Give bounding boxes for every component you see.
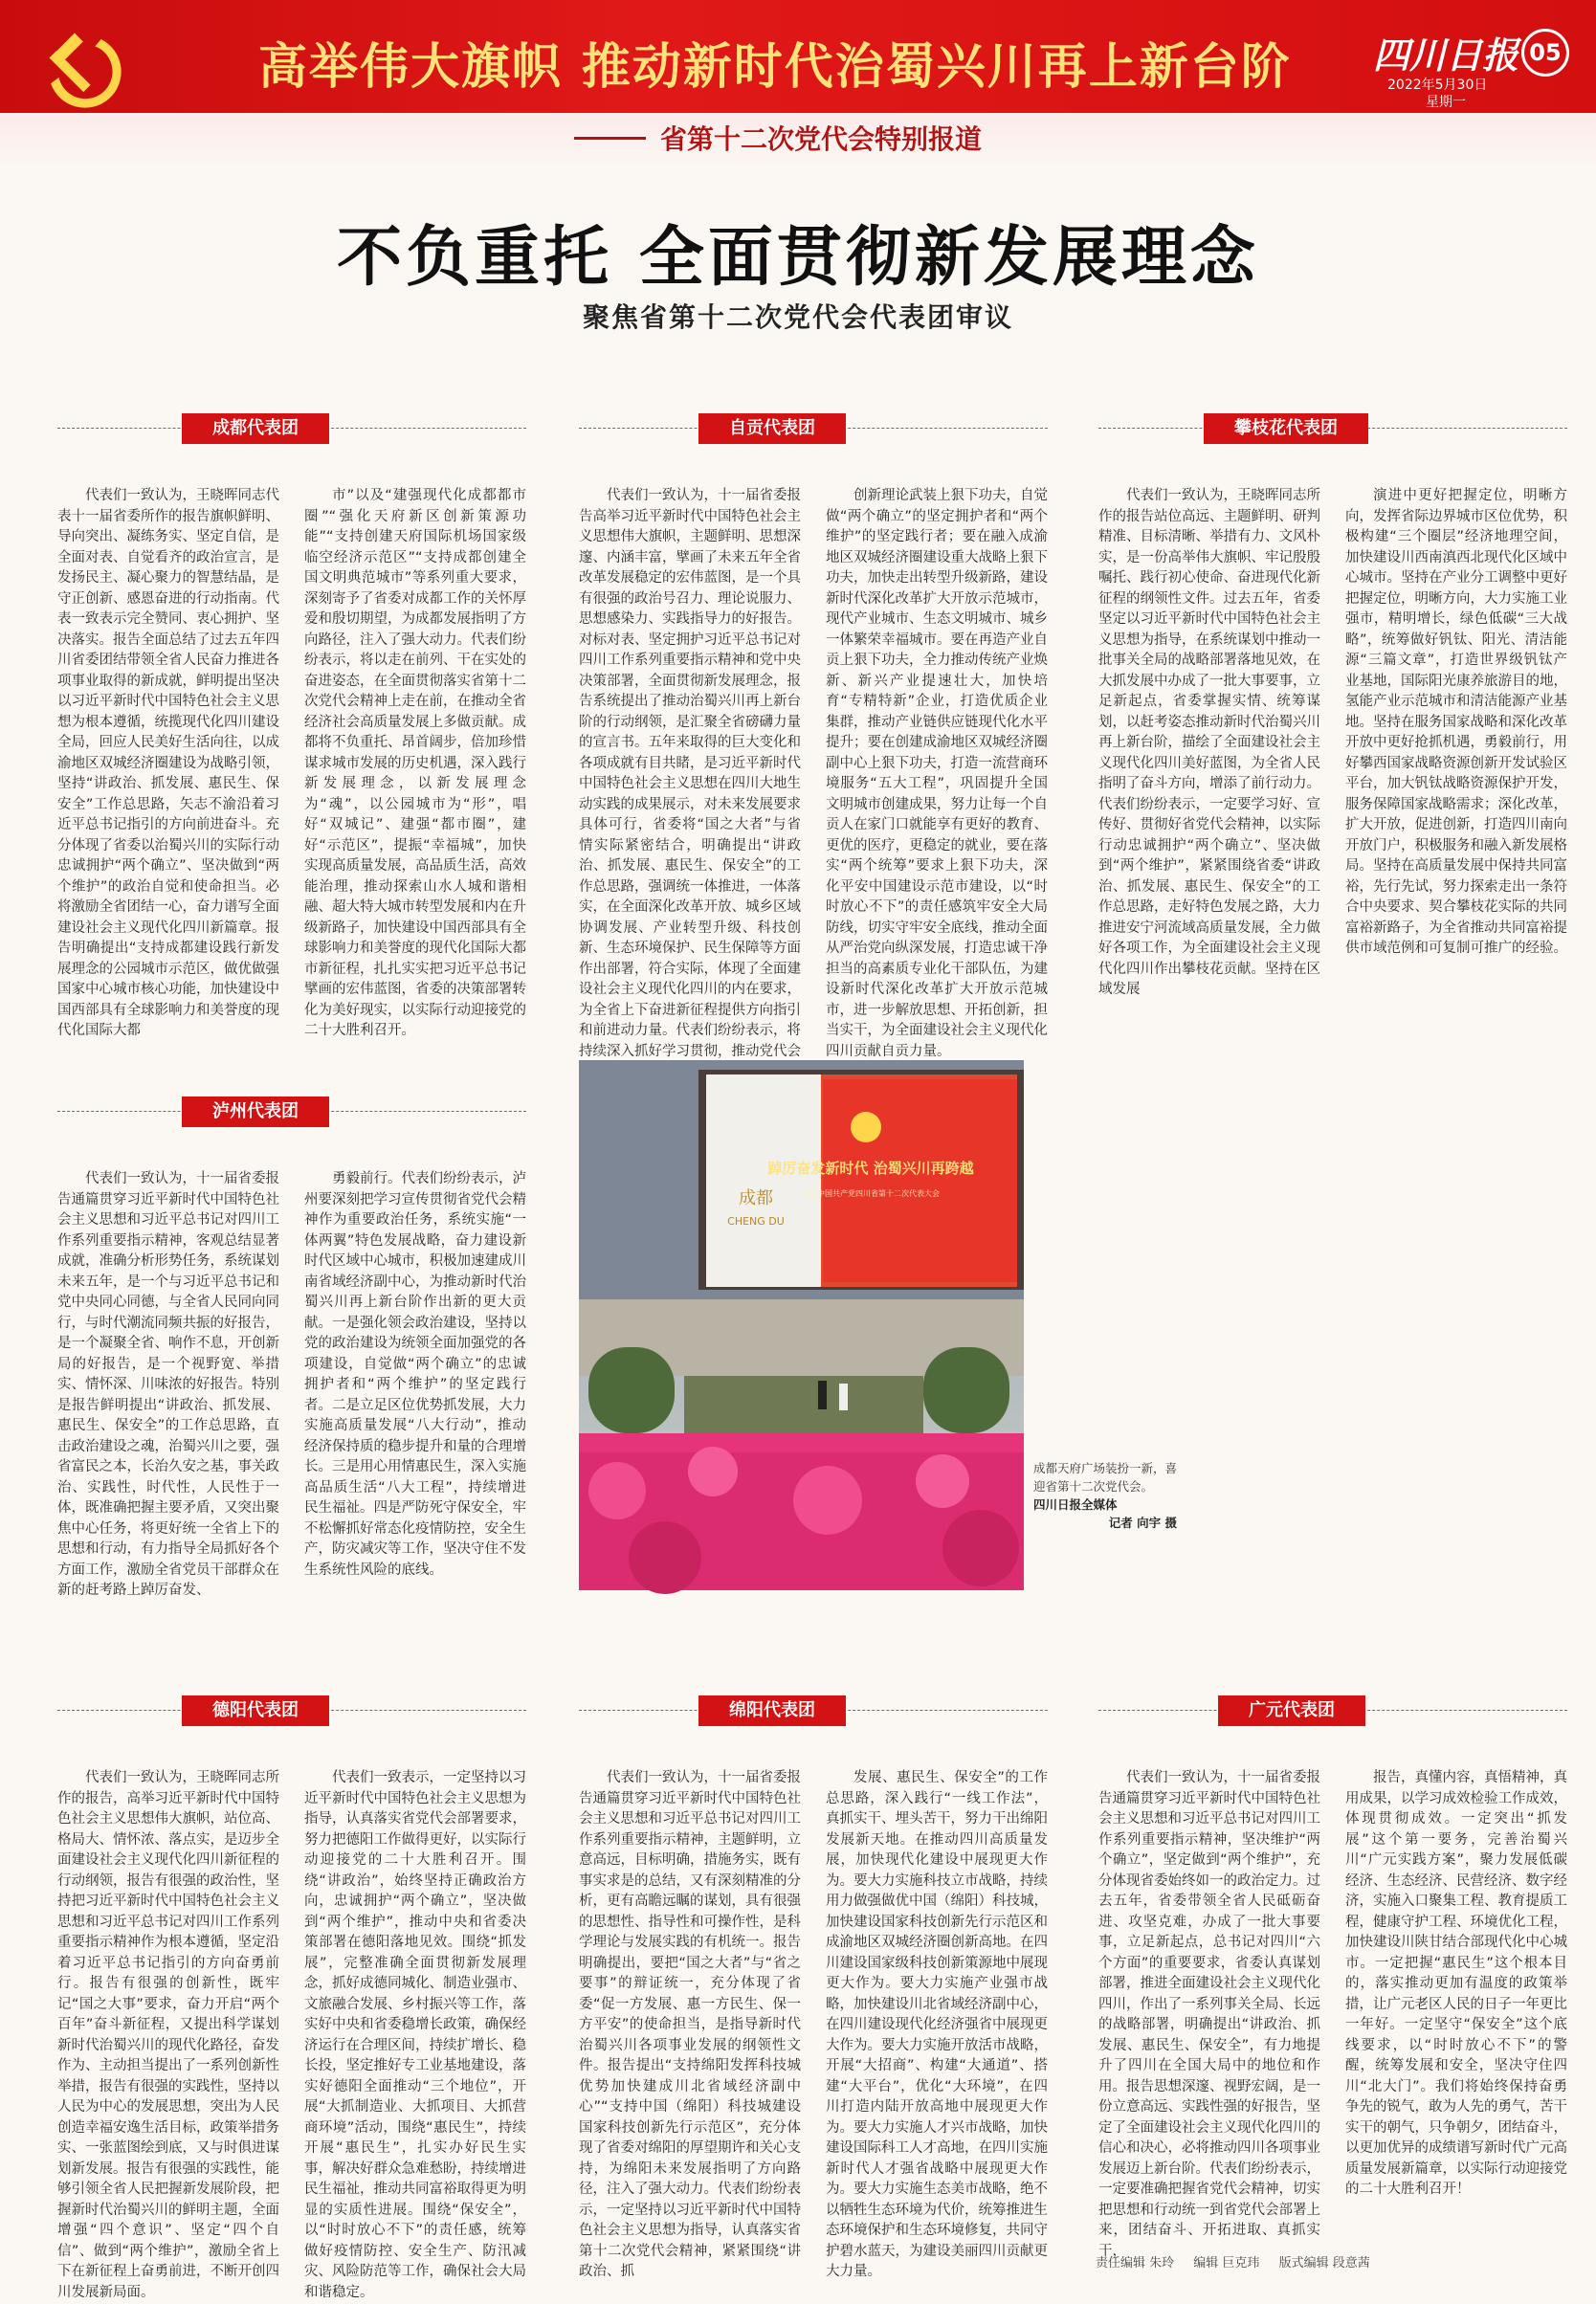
- chengdu-column-1: [57, 486, 279, 1038]
- paragraph: 报告，真懂内容，真悟精神，真用成果，以学习成效检验工作成效，体现贯彻成效。一定突出“抓发展”这个第一要务，完善治蜀兴川“广元实践方案”，聚力发展低碳经济、生态经济、民营经济、数字经济，实施入口聚集工程、教育提质工程，健康守护工程、环境优化工程，加快建设川陕甘结合部现代化中心城市。一定把握“惠民生”这个根本目的，落实推动更加有温度的政策举措，让广元老区人民的日子一年更比一年好。一定坚守“保安全”这个底线要求，以“时时放心不下”的警醒，统筹发展和安全，坚决守住四川“北大门”。我们将始终保持奋勇争先的锐气，敢为人先的勇气，苦干实干的朝气，只争朝夕，团结奋斗，以更加优异的成绩谱写新时代广元高质量发展新篇章，以实际行动迎接党的二十大胜利召开！: [1345, 1770, 1567, 2197]
- section-label: 广元代表团: [1218, 1695, 1365, 1726]
- responsible-editor: 责任编辑 朱玲: [1096, 2256, 1175, 2271]
- screen-subtitle: 喜迎中国共产党四川省第十二次代表大会: [802, 1189, 940, 1198]
- paragraph: 创新理论武装上狠下功夫，自觉做“两个确立”的坚定拥护者和“两个维护”的坚定践行者；要在融入成渝地区双城经济圈建设重大战略上狠下功夫，加快走出转型升级新路，建设新时代深化改革扩大开放示范城市，现代产业城市、生态文明城市、城乡一体繁荣幸福城市。要在再造产业自贡上狠下功夫，全力推动传统产业焕新、新兴产业提速壮大，加快培育“专精特新”企业，打造优质企业集群，推动产业链供应链现代化水平提升；要在创建成渝地区双城经济圈副中心上狠下功夫，打造一流营商环境服务“五大工程”，巩固提升全国文明城市创建成果，努力让每一个自贡人在家门口就能享有更好的教育、更优的医疗，更稳定的就业，要在落实“两个统筹”要求上狠下功夫，深化平安中国建设示范市建设，以“时时放心不下”的责任感筑牢安全大局防线，切实守牢安全底线，推动全面从严治党向纵深发展，打造忠诚干净担当的高素质专业化干部队伍，为建设新时代深化改革扩大开放示范城市，进一步解放思想、开拓创新，担当实干，为全面建设社会主义现代化四川贡献自贡力量。: [826, 488, 1048, 1059]
- date-text: 2022年5月30日: [1387, 78, 1488, 93]
- section-chengdu: [57, 413, 526, 1038]
- section-header: [57, 1695, 526, 1726]
- screen-brand-cn: 成都: [739, 1188, 773, 1208]
- guangyuan-column-2: [1345, 1768, 1567, 2242]
- screen-slogan: 踔厉奋发新时代 治蜀兴川再跨越: [767, 1160, 974, 1177]
- paragraph: 代表们一致认为，十一届省委报告高举习近平新时代中国特色社会主义思想伟大旗帜，主题鲜明、思想深邃、内涵丰富，擘画了未来五年全省改革发展稳定的宏伟蓝图，是一个具有很强的政治号召力、理论说服力、思想感染力、实践指导力的好报告。对标对表、坚定拥护习近平总书记对四川工作系列重要指示精神和党中央决策部署，全面贯彻新发展理念，报告系统提出了推动治蜀兴川再上新台阶的行动纲领，是汇聚全省磅礴力量的宣言书。五年来取得的巨大变化和各项成就有目共睹，是习近平新时代中国特色社会主义思想在四川大地生动实践的成果展示，对未来发展要求具体可行，省委将“国之大者”与省情实际紧密结合，明确提出“讲政治、抓发展、惠民生、保安全”的工作总思路，强调统一体推进，一体落实，在全面深化改革开放、城乡区域协调发展、产业转型升级、科技创新、生态环境保护、民生保障等方面作出部署，符合实际，体现了全面建设社会主义现代化四川的内在要求，为全省上下奋进新征程提供方向指引和前进动力量。代表们纷纷表示，将持续深入抓好学习贯彻，推动党代会: [579, 488, 801, 1059]
- caption-text: 成都天府广场装扮一新，喜迎省第十二次党代会。: [1033, 1461, 1178, 1494]
- paragraph: 代表们一致表示，一定坚持以习近平新时代中国特色社会主义思想为指导，认真落实省党代会部署要求，努力把德阳工作做得更好，以实际行动迎接党的二十大胜利召开。围绕“讲政治”，始终坚持正确政治方向，忠诚拥护“两个确立”，坚决做到“两个维护”，推动中央和省委决策部署在德阳落地见效。围绕“抓发展”，完整准确全面贯彻新发展理念，抓好成德同城化、制造业强市、文旅融合发展、乡村振兴等工作，落实好中央和省委稳增长政策，确保经济运行在合理区间，持续扩增长、稳长投，坚定推好专工业基地建设，落实好德阳全面推动“三个地位”，开展“大抓制造业、大抓项目、大抓营商环境”活动，围绕“惠民生”，持续开展“惠民生”，扎实办好民生实事，解决好群众急难愁盼，持续增进民生福祉，推动共同富裕取得更为明显的实质性进展。围绕“保安全”，以“时时放心不下”的责任感，统筹做好疫情防控、安全生产、防汛减灾、风险防范等工作，确保社会大局和谐稳定。: [304, 1770, 526, 2300]
- photo-caption: [1033, 1459, 1177, 1532]
- caption-credit-org: 四川日报全媒体: [1033, 1497, 1118, 1512]
- deyang-column-2: [304, 1768, 526, 2300]
- section-deyang: [57, 1695, 526, 2300]
- subhead-dash: [574, 137, 646, 140]
- section-header: [579, 1695, 1048, 1726]
- weekday-text: 星期一: [1426, 95, 1466, 110]
- tianfu-square-photo: [579, 1060, 1024, 1590]
- caption-credit-name: 记者 向宇 摄: [1108, 1516, 1177, 1530]
- section-header: [1098, 413, 1567, 444]
- photo-illustration: [579, 1060, 1024, 1590]
- zigong-column-1: [579, 486, 801, 1059]
- section-label: 德阳代表团: [182, 1695, 329, 1726]
- panzhihua-column-2: [1345, 486, 1567, 956]
- section-header: [579, 413, 1048, 444]
- paragraph: 演进中更好把握定位，明晰方向，发挥省际边界城市区位优势，积极构建“三个圈层”经济地理空间，加快建设川西南滇西北现代化区域中心城市。坚持在产业分工调整中更好把握定位，明晰方向，大力实施工业强市，精明增长，绿色低碳“三大战略”，统筹做好钒钛、阳光、清洁能源“三篇文章”，打造世界级钒钛产业基地，国际阳光康养旅游目的地，氢能产业示范城市和清洁能源产业基地。坚持在服务国家战略和深化改革开放中更好抢抓机遇，勇毅前行，用好攀西国家战略资源创新开发试验区平台，加大钒钛战略资源保护开发，服务保障国家战略需求；深化改革，扩大开放，促进创新，打造四川南向开放门户，积极服务和融入新发展格局。坚持在高质量发展中保持共同富裕，先行先试，努力探索走出一条符合中央要求、契合攀枝花实际的共同富裕新路子，为全省推动共同富裕提供市域范例和可复制可推广的经验。: [1345, 488, 1567, 956]
- mianyang-column-1: [579, 1768, 801, 2279]
- chengdu-column-2: [304, 486, 526, 1038]
- section-mianyang: [579, 1695, 1048, 2279]
- zigong-column-2: [826, 486, 1048, 1059]
- paragraph: 代表们一致认为，十一届省委报告通篇贯穿习近平新时代中国特色社会主义思想和习近平总书记对四川工作系列重要指示精神，客观总结显著成就，准确分析形势任务，系统谋划未来五年，是一个与习近平总书记和党中央同心同德，与全省人民同向同行，与时代潮流同频共振的好报告，是一个凝聚全省、响作不息，开创新局的好报告，是一个视野宽、举措实、情怀深、川味浓的好报告。特别是报告鲜明提出“讲政治、抓发展、惠民生、保安全”的工作总思路，直击政治建设之魂，治蜀兴川之要，强省富民之本，长治久安之基，事关政治、实践性，时代性，人民性于一体，既准确把握主要矛盾，又突出聚焦中心任务，将更好统一全省上下的思想和行动，有力指导全局抓好各个方面工作，激励全省党员干部群众在新的赶考路上踔厉奋发、: [57, 1171, 279, 1598]
- luzhou-column-2: [304, 1169, 526, 1619]
- layout-editor: 版式编辑 段意茜: [1278, 2256, 1370, 2271]
- section-header: [57, 1097, 526, 1127]
- article-subtitle: 聚焦省第十二次党代会代表团审议: [582, 301, 1013, 333]
- issue-date: [1387, 77, 1487, 111]
- paragraph: 代表们一致认为，王晓晖同志所作的报告，高举习近平新时代中国特色社会主义思想伟大旗帜，站位高、格局大、情怀浓、落点实，是迈步全面建设社会主义现代化四川新征程的行动纲领，报告有很强的政治性，坚持把习近平新时代中国特色社会主义思想和习近平总书记对四川工作系列重要指示精神作为根本遵循，坚定沿着习近平总书记指引的方向奋勇前行。报告有很强的创新性，既牢记“国之大事”要求，奋力开启“两个百年”奋斗新征程，又提出科学谋划新时代治蜀兴川的现代化路径，奋发作为、主动担当提出了一系列创新性举措，报告有很强的实践性，坚持以人民为中心的发展思想，突出为人民创造幸福安逸生活目标，政策举措务实、一张蓝图绘到底，又与时俱进谋划新发展。报告有很强的实践性，能够引领全省人民把握新发展阶段，把握新时代治蜀兴川的鲜明主题，全面增强“四个意识”、坚定“四个自信”、做到“两个维护”，激励全省上下在新征程上奋勇前进，不断开创四川发展新局面。: [57, 1770, 279, 2300]
- paragraph: 市”以及“建强现代化成都都市圈”“强化天府新区创新策源功能”“支持创建天府国际机场国家级临空经济示范区”“支持成都创建全国文明典范城市”等系列重大要求，深刻寄予了省委对成都工作的关怀厚爱和殷切期望，为成都发展指明了方向路径，注入了强大动力。代表们纷纷表示，将以走在前列、干在实处的奋进姿态，在全面贯彻落实省第十二次党代会精神上走在前，在推动全省经济社会高质量发展上多做贡献。成都将不负重托、昂首阔步，倍加珍惜谋求城市发展的历史机遇，深入践行新发展理念，以新发展理念为“魂”，以公园城市为“形”，唱好“双城记”、建强“都市圈”，建好“示范区”，提振“幸福城”，加快实现高质量发展，高品质生活，高效能治理，推动探索山水人城和谐相融、超大特大城市转型发展和内在升级新路子，加快建设中国西部具有全球影响力和美誉度的现代化国际大都市新征程，扎扎实实把习近平总书记擘画的宏伟蓝图，省委的决策部署转化为美好现实，以实际行动迎接党的二十大胜利召开。: [304, 488, 526, 1038]
- section-zigong: [579, 413, 1048, 1059]
- section-label: 绵阳代表团: [698, 1695, 846, 1726]
- page-number-badge: 05: [1521, 29, 1569, 77]
- mianyang-column-2: [826, 1768, 1048, 2279]
- screen-brand-en: CHENG DU: [727, 1215, 785, 1228]
- hammer-sickle-icon: [29, 19, 129, 120]
- paragraph: 发展、惠民生、保安全”的工作总思路，深入践行“一线工作法”，真抓实干、埋头苦干，努力干出绵阳发展新天地。在推动四川高质量发展，加快现代化建设中展现更大作为。要大力实施科技立市战略，持续用力做强做优中国（绵阳）科技城，加快建设国家科技创新先行示范区和成渝地区双城经济圈创新高地。在四川建设国家级科技创新策源地中展现更大作为。要大力实施产业强市战略，加快建设川北省域经济副中心，在四川建设现代化经济强省中展现更大作为。要大力实施开放活市战略，开展“大招商”、构建“大通道”、搭建“大平台”，优化“大环境”，在四川打造内陆开放高地中展现更大作为。要大力实施人才兴市战略，加快建设国际科工人才高地，在四川实施新时代人才强省战略中展现更大作为。要大力实施生态美市战略，绝不以牺牲生态环境为代价，统筹推进生态环境保护和生态环境修复，共同守护碧水蓝天，为建设美丽四川贡献更大力量。: [826, 1770, 1048, 2279]
- copy-editor: 编辑 巨克玮: [1193, 2256, 1260, 2271]
- section-luzhou: [57, 1097, 526, 1619]
- deyang-column-1: [57, 1768, 279, 2300]
- section-guangyuan: [1098, 1695, 1567, 2259]
- editor-credits: [1096, 2252, 1385, 2271]
- paragraph: 代表们一致认为，王晓晖同志代表十一届省委所作的报告旗帜鲜明、导向突出、凝练务实、坚定自信，是全面对表、自觉看齐的政治宣言，是发扬民主、凝心聚力的智慧结晶，是守正创新、感恩奋进的行动指南。代表一致表示完全赞同、衷心拥护、坚决落实。报告全面总结了过去五年四川省委团结带领全省人民奋力推进各项事业取得的新成就，鲜明提出坚决以习近平新时代中国特色社会主义思想为根本遵循，统揽现代化四川建设全局，回应人民美好生活向往，以成渝地区双城经济圈建设为战略引领，坚持“讲政治、抓发展、惠民生、保安全”工作总思路，矢志不渝沿着习近平总书记指引的方向前进奋斗。充分体现了省委以治蜀兴川的实际行动忠诚拥护“两个确立”、坚决做到“两个维护”的政治自觉和使命担当。必将激励全省团结一心，奋力谱写全面建设社会主义现代化四川新篇章。报告明确提出“支持成都建设践行新发展理念的公园城市示范区，做优做强国家中心城市核心功能，加快建设中国西部具有全球影响力和美誉度的现代化国际大都: [57, 488, 279, 1038]
- article-title: 不负重托 全面贯彻新发展理念: [337, 219, 1259, 296]
- paragraph: 代表们一致认为，十一届省委报告通篇贯穿习近平新时代中国特色社会主义思想和习近平总书记对四川工作系列重要指示精神，主题鲜明，立意高远，目标明确，措施务实，既有事实求是的总结，又有深刻精准的分析，更有高瞻远瞩的谋划，具有很强的思想性、指导性和可操作性，是科学理论与发展实践的有机统一。报告明确提出，要把“国之大者”与“省之要事”的辩证统一，充分体现了省委“促一方发展、惠一方民生、保一方平安”的使命担当，是指导新时代治蜀兴川各项事业发展的纲领性文件。报告提出“支持绵阳发挥科技城优势加快建成川北省域经济副中心”“支持中国（绵阳）科技城建设国家科技创新先行示范区”，充分体现了省委对绵阳的厚望期许和关心支持，为绵阳未来发展指明了方向路径，注入了强大动力。代表们纷纷表示，一定坚持以习近平新时代中国特色社会主义思想为指导，认真落实省第十二次党代会精神，紧紧围绕“讲政治、抓: [579, 1770, 801, 2279]
- special-report-label: 省第十二次党代会特别报道: [660, 123, 983, 155]
- section-label: 自贡代表团: [698, 413, 846, 444]
- section-header: [1098, 1695, 1567, 1726]
- guangyuan-column-1: [1098, 1768, 1320, 2259]
- section-header: [57, 413, 526, 444]
- paragraph: 代表们一致认为，十一届省委报告通篇贯穿习近平新时代中国特色社会主义思想和习近平总书记对四川工作系列重要指示精神，坚决维护“两个确立”，坚定做到“两个维护”，充分体现省委始终如一的政治定力。过去五年，省委带领全省人民砥砺奋进、攻坚克难，办成了一批大事要事，立足新起点，总书记对四川“六个方面”的重要要求，省委认真谋划部署，推进全面建设社会主义现代化四川，作出了一系列事关全局、长远的战略部署，明确提出“讲政治、抓发展、惠民生、保安全”，有力地提升了四川在全国大局中的地位和作用。报告思想深邃、视野宏阔，是一份立意高远、实践性强的好报告，坚定了全面建设社会主义现代化四川的信心和决心，必将推动四川各项事业发展迈上新台阶。代表们纷纷表示，一定要准确把握省党代会精神，切实把思想和行动统一到省党代会部署上来，团结奋斗、开拓进取、真抓实干，: [1098, 1770, 1320, 2259]
- section-label: 泸州代表团: [182, 1097, 329, 1127]
- section-label: 成都代表团: [182, 413, 329, 444]
- luzhou-column-1: [57, 1169, 279, 1619]
- panzhihua-column-1: [1098, 486, 1320, 997]
- paragraph: 代表们一致认为，王晓晖同志所作的报告站位高远、主题鲜明、研判精准、目标清晰、举措有力、文风朴实，是一份高举伟大旗帜、牢记殷殷嘱托、践行初心使命、奋进现代化新征程的纲领性文件。过去五年，省委坚定以习近平新时代中国特色社会主义思想为指导，在系统谋划中推动一批事关全局的战略部署落地见效，在大抓发展中办成了一批大事要事，立足新起点，省委掌握实情、统筹谋划，以赶考姿态推动新时代治蜀兴川再上新台阶，描绘了全面建设社会主义现代化四川美好蓝图，为全省人民指明了奋斗方向，增添了前行动力。代表们纷纷表示，一定要学习好、宣传好、贯彻好省党代会精神，以实际行动忠诚拥护“两个确立”、坚决做到“两个维护”，紧紧围绕省委“讲政治、抓发展、惠民生、保安全”的工作总思路，走好特色发展之路，大力推进安宁河流域高质量发展，全力做好各项工作，为全面建设社会主义现代化四川作出攀枝花贡献。坚持在区域发展: [1098, 488, 1320, 997]
- masthead-logo: 四川日报: [1373, 33, 1519, 77]
- section-label: 攀枝花代表团: [1204, 413, 1368, 444]
- section-panzhihua: [1098, 413, 1567, 997]
- banner-headline: 高举伟大旗帜 推动新时代治蜀兴川再上新台阶: [258, 38, 1292, 96]
- paragraph: 勇毅前行。代表们纷纷表示，泸州要深刻把学习宣传贯彻省党代会精神作为重要政治任务，系统实施“一体两翼”特色发展战略，奋力建设新时代区域中心城市，积极加速建成川南省域经济副中心，为推动新时代治蜀兴川再上新台阶作出新的更大贡献。一是强化领会政治建设，坚持以党的政治建设为统领全面加强党的各项建设，自觉做“两个确立”的忠诚拥护者和“两个维护”的坚定践行者。二是立足区位优势抓发展，大力实施高质量发展“八大行动”，推动经济保持质的稳步提升和量的合理增长。三是用心用情惠民生，深入实施高品质生活“八大工程”，持续增进民生福祉。四是严防死守保安全，牢不松懈抓好常态化疫情防控，安全生产，防灾减灾等工作，坚决守住不发生系统性风险的底线。: [304, 1171, 526, 1578]
